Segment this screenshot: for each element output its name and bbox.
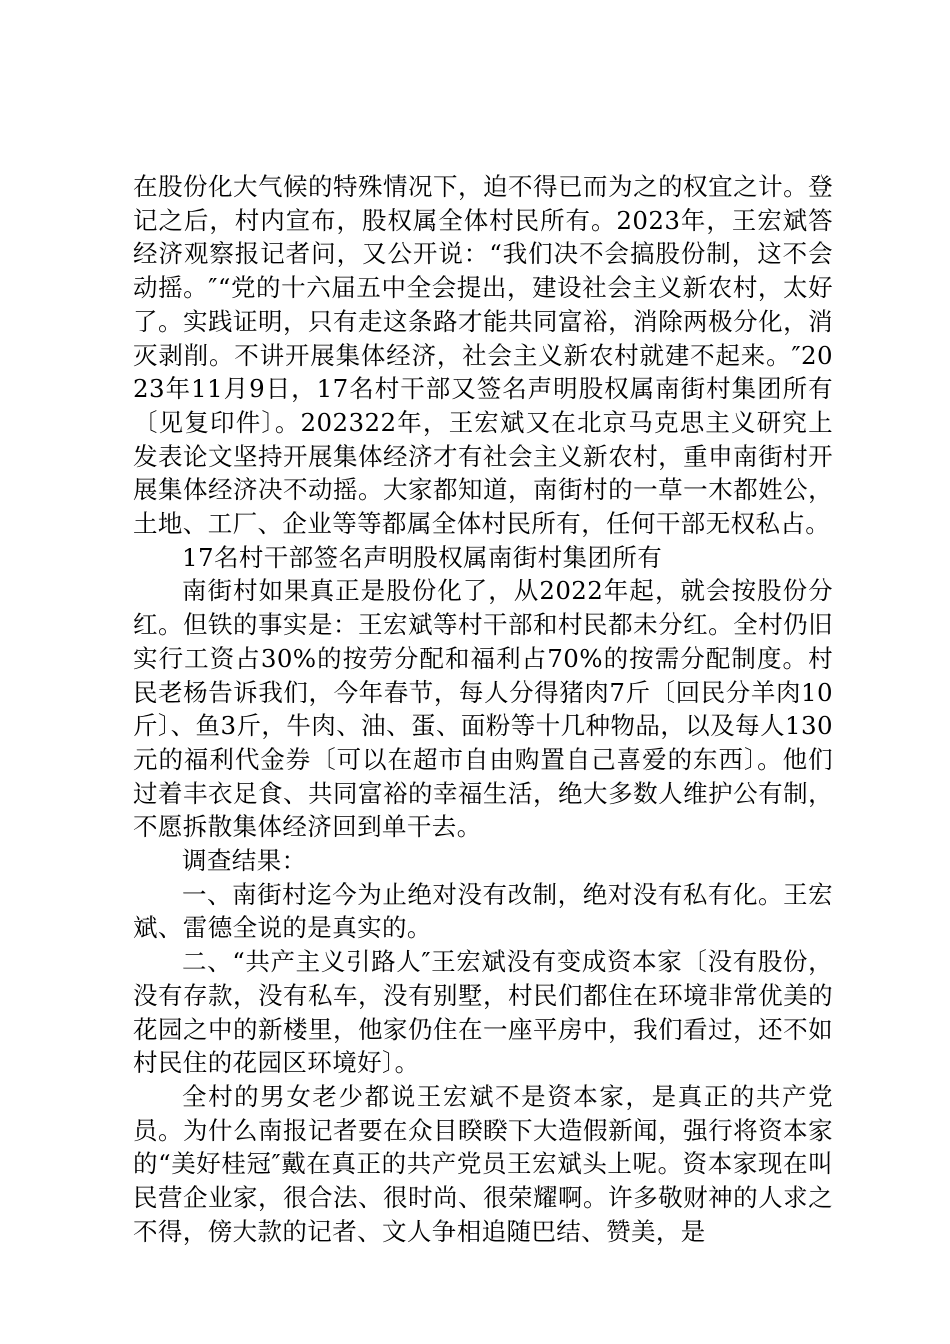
paragraph-dividends: 南街村如果真正是股份化了，从2022年起，就会按股份分红。但铁的事实是：王宏斌等村干部和村民都未分红。全村仍旧实行工资占30%的按劳分配和福利占70%的按需分配制度。村民老杨告诉我们，今年春节，每人分得猪肉7斤〔回民分羊肉10斤〕、鱼3斤，牛肉、油、蛋、面粉等十几种物品，以及每人130元的福利代金券〔可以在超市自由购置自己喜爱的东西〕。他们过着丰衣足食、共同富裕的幸福生活，绝大多数人维护公有制，不愿拆散集体经济回到单干去。 (133, 576, 833, 842)
document-body (133, 170, 833, 1249)
paragraph-signature-caption: 17名村干部签名声明股权属南街村集团所有 (182, 542, 663, 572)
paragraph-findings-heading: 调查结果： (182, 846, 307, 876)
paragraph-shares-registration: 在股份化大气候的特殊情况下，迫不得已而为之的权宜之计。登记之后，村内宣布，股权属全体村民所有。2023年，王宏斌答经济观察报记者问，又公开说：“我们决不会搞股份制，这不会动摇。″“党的十六届五中全会提出，建设社会主义新农村，太好了。实践证明，只有走这条路才能共同富裕，消除两极分化，消灭剥削。不讲开展集体经济，社会主义新农村就建不起来。″2023年11月9日，17名村干部又签名声明股权属南街村集团所有〔见复印件〕。202322年，王宏斌又在北京马克思主义研究上发表论文坚持开展集体经济才有社会主义新农村，重申南街村开展集体经济决不动摇。大家都知道，南街村的一草一木都姓公，土地、工厂、企业等等都属全体村民所有，任何干部无权私占。 (133, 172, 833, 539)
paragraph-conclusion: 全村的男女老少都说王宏斌不是资本家，是真正的共产党员。为什么南报记者要在众目睽睽下大造假新闻，强行将资本家的“美好桂冠″戴在真正的共产党员王宏斌头上呢。资本家现在叫民营企业家，很合法、很时尚、很荣耀啊。许多敬财神的人求之不得，傍大款的记者、文人争相追随巴结、赞美，是 (133, 1081, 833, 1246)
paragraph-finding-two: 二、“共产主义引路人″王宏斌没有变成资本家〔没有股份，没有存款，没有私车，没有别墅，村民们都住在环境非常优美的花园之中的新楼里，他家仍住在一座平房中，我们看过，还不如村民住的花园区环境好〕。 (133, 947, 833, 1078)
paragraph-finding-one: 一、南街村迄今为止绝对没有改制，绝对没有私有化。王宏斌、雷德全说的是真实的。 (133, 879, 833, 943)
